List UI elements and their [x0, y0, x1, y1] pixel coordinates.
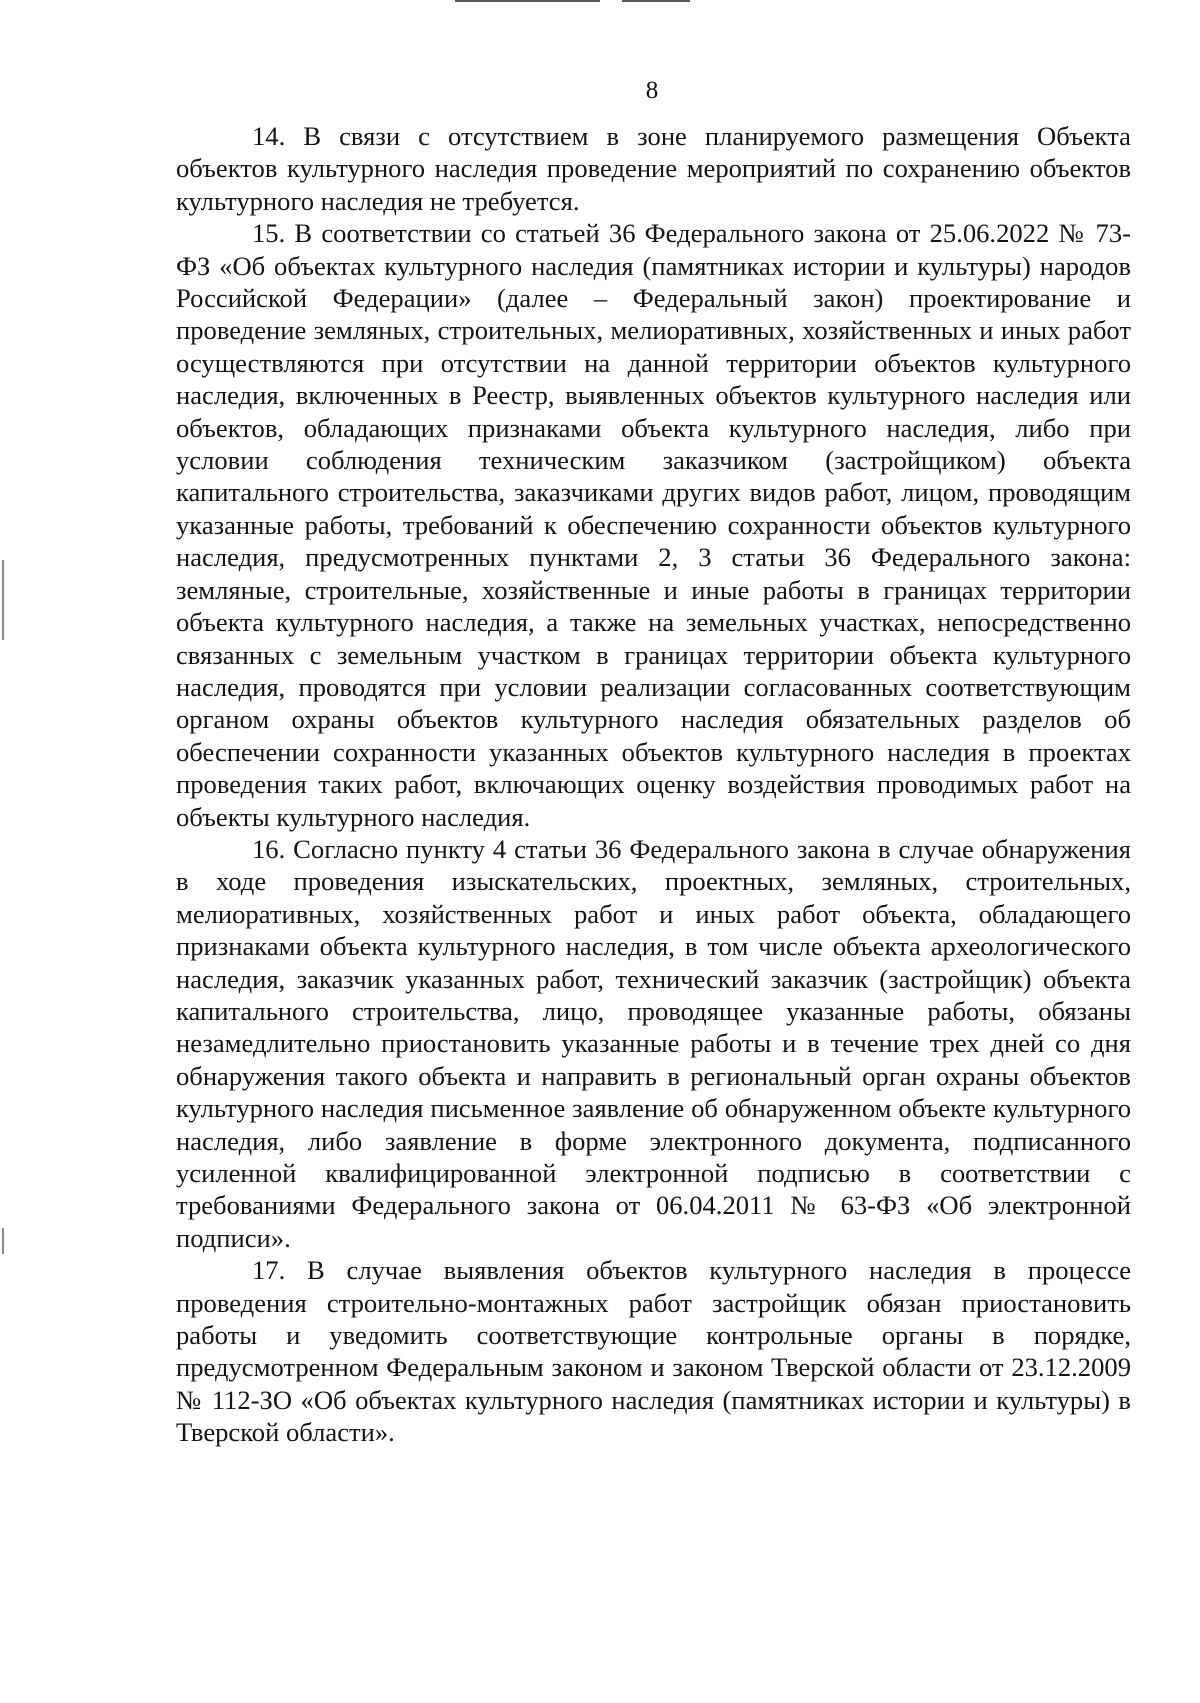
scan-artifact-line [455, 0, 600, 2]
page-number: 8 [645, 77, 659, 104]
paragraph-16: 16. Согласно пункту 4 статьи 36 Федерального закона в случае обнаружения в ходе проведения изыскательских, проектных, земляных, строительных, мелиоративных, хозяйственных работ и иных работ объекта, обладающего признаками объекта культурного наследия, в том числе объекта археологического наследия, заказчик указанных работ, технический заказчик (застройщик) объекта капитального строительства, лицо, проводящее указанные работы, обязаны незамедлительно приостановить указанные работы и в течение трех дней со дня обнаружения такого объекта и направить в региональный орган охраны объектов культурного наследия письменное заявление об обнаруженном объекте культурного наследия, либо заявление в форме электронного документа, подписанного усиленной квалифицированной электронной подписью в соответствии с требованиями Федерального закона от 06.04.2011 № 63-ФЗ «Об электронной подписи». [176, 833, 1131, 1253]
paragraph-15: 15. В соответствии со статьей 36 Федерального закона от 25.06.2022 № 73-ФЗ «Об объектах культурного наследия (памятниках истории и культуры) народов Российской Федерации» (далее – Федеральный закон) проектирование и проведение земляных, строительных, мелиоративных, хозяйственных и иных работ осуществляются при отсутствии на данной территории объектов культурного наследия, включенных в Реестр, выявленных объектов культурного наследия или объектов, обладающих признаками объекта культурного наследия, либо при условии соблюдения техническим заказчиком (застройщиком) объекта капитального строительства, заказчиками других видов работ, лицом, проводящим указанные работы, требований к обеспечению сохранности объектов культурного наследия, предусмотренных пунктами 2, 3 статьи 36 Федерального закона: земляные, строительные, хозяйственные и иные работы в границах территории объекта культурного наследия, а также на земельных участках, непосредственно связанных с земельным участком в границах территории объекта культурного наследия, проводятся при условии реализации согласованных соответствующим органом охраны объектов культурного наследия обязательных разделов об обеспечении сохранности указанных объектов культурного наследия в проектах проведения таких работ, включающих оценку воздействия проводимых работ на объекты культурного наследия. [176, 218, 1131, 832]
scan-artifact-line [622, 0, 690, 2]
scan-edge-mark [2, 1228, 4, 1254]
scan-edge-mark [2, 560, 4, 640]
document-body [176, 120, 1131, 1449]
paragraph-17: 17. В случае выявления объектов культурного наследия в процессе проведения строительно-монтажных работ застройщик обязан приостановить работы и уведомить соответствующие контрольные органы в порядке, предусмотренном Федеральным законом и законом Тверской области от 23.12.2009 № 112-ЗО «Об объектах культурного наследия (памятниках истории и культуры) в Тверской области». [176, 1255, 1131, 1448]
paragraph-14: 14. В связи с отсутствием в зоне планируемого размещения Объекта объектов культурного наследия проведение мероприятий по сохранению объектов культурного наследия не требуется. [176, 121, 1131, 216]
